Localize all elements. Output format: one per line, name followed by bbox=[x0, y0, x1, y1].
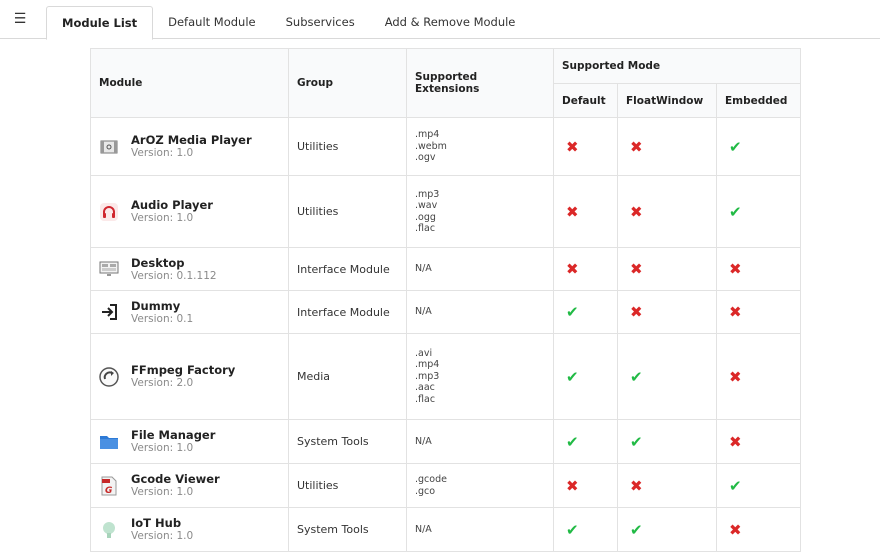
extension-item: .flac bbox=[415, 223, 436, 234]
extensions-cell bbox=[407, 508, 554, 552]
mode-floatwindow-cell bbox=[618, 176, 717, 248]
cross-icon: ✖ bbox=[729, 367, 742, 386]
extension-item: .gcode bbox=[415, 474, 447, 485]
module-cell bbox=[91, 291, 289, 334]
cross-icon: ✖ bbox=[566, 476, 579, 495]
extension-item: .gco bbox=[415, 485, 436, 497]
check-icon: ✔ bbox=[729, 137, 742, 156]
extension-item: .aac bbox=[415, 382, 435, 394]
module-cell bbox=[91, 508, 289, 552]
module-name: Desktop bbox=[131, 255, 185, 270]
check-icon: ✔ bbox=[566, 432, 579, 451]
module-info bbox=[99, 133, 280, 160]
group-cell: System Tools bbox=[289, 508, 407, 552]
cross-icon: ✖ bbox=[729, 260, 742, 278]
check-icon: ✔ bbox=[566, 303, 579, 321]
extension-item: .mp4 bbox=[415, 129, 440, 141]
module-table-container bbox=[90, 48, 800, 552]
extension-item: .avi bbox=[415, 347, 433, 359]
module-name: IoT Hub bbox=[131, 516, 182, 530]
module-version: Version: 1.0 bbox=[131, 530, 194, 542]
mode-floatwindow-cell bbox=[618, 508, 717, 552]
module-info bbox=[99, 516, 280, 543]
mode-embedded-cell bbox=[717, 334, 801, 420]
mode-default-cell bbox=[554, 248, 618, 291]
module-info bbox=[99, 299, 280, 326]
column-header-module[interactable]: Module bbox=[91, 49, 289, 118]
mode-floatwindow-cell bbox=[618, 248, 717, 291]
extension-item: .flac bbox=[415, 393, 436, 405]
table-row[interactable] bbox=[91, 176, 801, 248]
table-row[interactable] bbox=[91, 420, 801, 464]
mode-default-cell bbox=[554, 334, 618, 420]
extensions-cell bbox=[407, 291, 554, 334]
mode-floatwindow-cell bbox=[618, 420, 717, 464]
extension-item: .mp3 bbox=[415, 188, 440, 200]
module-name: Audio Player bbox=[131, 198, 213, 212]
module-name: ArOZ Media Player bbox=[131, 133, 252, 147]
module-version: Version: 0.1 bbox=[131, 312, 194, 325]
check-icon: ✔ bbox=[566, 520, 579, 539]
extension-item: .ogv bbox=[415, 152, 436, 164]
tab-add-remove-module[interactable]: Add & Remove Module bbox=[384, 15, 516, 29]
mode-floatwindow-cell bbox=[618, 334, 717, 420]
sign-in-icon bbox=[99, 302, 119, 322]
extension-item: .wav bbox=[415, 200, 438, 211]
top-bar bbox=[0, 0, 880, 39]
cross-icon: ✖ bbox=[729, 520, 742, 539]
cross-icon: ✖ bbox=[729, 432, 742, 451]
module-name: Gcode Viewer bbox=[131, 472, 220, 486]
extension-item: .mp4 bbox=[415, 359, 440, 371]
extension-item: .webm bbox=[415, 140, 447, 152]
check-icon: ✔ bbox=[729, 476, 742, 495]
cross-icon: ✖ bbox=[729, 303, 742, 321]
module-cell bbox=[91, 334, 289, 420]
module-version: Version: 1.0 bbox=[131, 486, 194, 498]
column-header-extensions[interactable]: Supported Extensions bbox=[407, 49, 554, 118]
extension-item: N/A bbox=[415, 523, 432, 535]
module-cell bbox=[91, 248, 289, 291]
media-player-icon bbox=[99, 137, 119, 157]
table-row[interactable] bbox=[91, 334, 801, 420]
cross-icon: ✖ bbox=[630, 137, 643, 156]
mode-default-cell bbox=[554, 508, 618, 552]
group-cell: Utilities bbox=[289, 118, 407, 176]
cross-icon: ✖ bbox=[566, 260, 579, 278]
extensions-cell bbox=[407, 176, 554, 248]
check-icon: ✔ bbox=[566, 367, 579, 386]
module-cell bbox=[91, 464, 289, 508]
tab-module-list[interactable]: Module List bbox=[46, 6, 153, 40]
extension-item: N/A bbox=[415, 263, 432, 275]
module-version: Version: 1.0 bbox=[131, 147, 194, 159]
module-info bbox=[99, 472, 280, 499]
column-header-floatwindow[interactable]: FloatWindow bbox=[618, 84, 717, 118]
module-version: Version: 2.0 bbox=[131, 377, 194, 389]
hamburger-icon[interactable]: ☰ bbox=[13, 11, 27, 27]
module-info bbox=[99, 256, 280, 283]
module-version: Version: 1.0 bbox=[131, 442, 194, 454]
desktop-icon bbox=[99, 259, 119, 279]
table-row[interactable] bbox=[91, 291, 801, 334]
cross-icon: ✖ bbox=[630, 260, 643, 278]
extension-item: N/A bbox=[415, 306, 432, 318]
table-row[interactable] bbox=[91, 508, 801, 552]
table-row[interactable] bbox=[91, 118, 801, 176]
mode-default-cell bbox=[554, 464, 618, 508]
svg-text:G: G bbox=[105, 485, 113, 496]
check-icon: ✔ bbox=[630, 432, 643, 451]
mode-default-cell bbox=[554, 176, 618, 248]
cross-icon: ✖ bbox=[630, 303, 643, 321]
mode-embedded-cell bbox=[717, 291, 801, 334]
check-icon: ✔ bbox=[630, 367, 643, 386]
check-icon: ✔ bbox=[630, 520, 643, 539]
module-name: Dummy bbox=[131, 298, 181, 313]
module-version: Version: 1.0 bbox=[131, 212, 194, 224]
group-cell: Interface Module bbox=[289, 248, 407, 291]
mode-embedded-cell bbox=[717, 248, 801, 291]
mode-floatwindow-cell bbox=[618, 118, 717, 176]
group-cell: Utilities bbox=[289, 176, 407, 248]
mode-embedded-cell bbox=[717, 508, 801, 552]
column-header-supported-mode: Supported Mode bbox=[554, 49, 801, 84]
column-header-group[interactable]: Group bbox=[289, 49, 407, 118]
cross-icon: ✖ bbox=[566, 137, 579, 156]
extensions-cell bbox=[407, 464, 554, 508]
module-cell bbox=[91, 176, 289, 248]
convert-icon bbox=[99, 367, 119, 387]
extensions-cell bbox=[407, 420, 554, 464]
mode-default-cell bbox=[554, 118, 618, 176]
module-name: File Manager bbox=[131, 428, 216, 442]
module-cell bbox=[91, 118, 289, 176]
module-info bbox=[99, 428, 280, 455]
table-row[interactable] bbox=[91, 248, 801, 291]
module-table bbox=[90, 48, 801, 552]
mode-embedded-cell bbox=[717, 118, 801, 176]
cross-icon: ✖ bbox=[630, 202, 643, 221]
gcode-icon bbox=[99, 476, 119, 496]
module-cell bbox=[91, 420, 289, 464]
group-cell: Utilities bbox=[289, 464, 407, 508]
folder-icon bbox=[99, 432, 119, 452]
column-header-embedded[interactable]: Embedded bbox=[717, 84, 801, 118]
group-cell: Media bbox=[289, 334, 407, 420]
extensions-cell bbox=[407, 118, 554, 176]
tab-bar bbox=[46, 6, 530, 39]
extension-item: N/A bbox=[415, 435, 432, 447]
mode-default-cell bbox=[554, 291, 618, 334]
check-icon: ✔ bbox=[729, 202, 742, 221]
column-header-default[interactable]: Default bbox=[554, 84, 618, 118]
group-cell: Interface Module bbox=[289, 291, 407, 334]
table-row[interactable] bbox=[91, 464, 801, 508]
mode-embedded-cell bbox=[717, 464, 801, 508]
extension-item: .mp3 bbox=[415, 370, 440, 382]
extension-item: .ogg bbox=[415, 211, 436, 223]
mode-embedded-cell bbox=[717, 176, 801, 248]
module-name: FFmpeg Factory bbox=[131, 363, 236, 377]
module-info bbox=[99, 363, 280, 390]
module-table-body bbox=[91, 118, 801, 552]
extensions-cell bbox=[407, 248, 554, 291]
tab-subservices[interactable]: Subservices bbox=[285, 15, 355, 29]
group-cell: System Tools bbox=[289, 420, 407, 464]
cross-icon: ✖ bbox=[566, 202, 579, 221]
mode-default-cell bbox=[554, 420, 618, 464]
tab-default-module[interactable]: Default Module bbox=[168, 15, 256, 29]
mode-floatwindow-cell bbox=[618, 291, 717, 334]
module-version: Version: 0.1.112 bbox=[131, 269, 217, 282]
module-info bbox=[99, 198, 280, 225]
mode-embedded-cell bbox=[717, 420, 801, 464]
cross-icon: ✖ bbox=[630, 476, 643, 495]
extensions-cell bbox=[407, 334, 554, 420]
mode-floatwindow-cell bbox=[618, 464, 717, 508]
headphones-icon bbox=[99, 202, 119, 222]
